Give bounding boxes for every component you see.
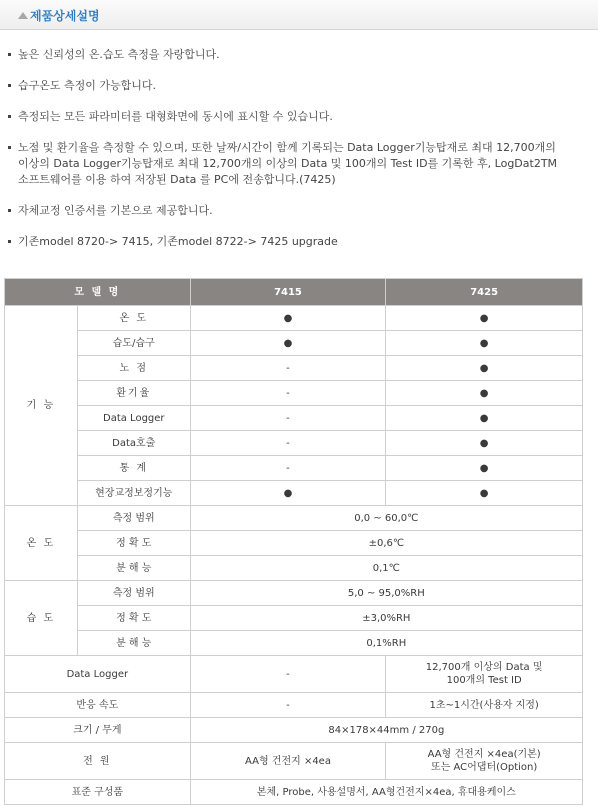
cell-value: -	[190, 656, 386, 693]
cell-value: AA형 건전지 ×4ea	[190, 743, 386, 780]
cell-value: -	[190, 356, 386, 381]
cell-line: 또는 AC어댑터(Option)	[430, 762, 538, 773]
cell-value: ●	[190, 331, 386, 356]
cell-line: AA형 건전지 ×4ea(기본)	[427, 749, 541, 760]
cell-value: 84×178×44mm / 270g	[190, 718, 582, 743]
cell-value	[386, 743, 583, 780]
function-group-label: 기 능	[5, 306, 78, 506]
row-label: 전 원	[5, 743, 191, 780]
bullet-icon	[8, 209, 11, 212]
cell-line: 12,700개 이상의 Data 및	[425, 662, 543, 673]
row-label: 현장교정보정기능	[77, 481, 190, 506]
row-label: 측정 범위	[77, 506, 190, 531]
cell-value: 본체, Probe, 사용설명서, AA형건전지×4ea, 휴대용케이스	[190, 780, 582, 805]
row-label: 크기 / 무게	[5, 718, 191, 743]
model-header: 모 델 명	[5, 279, 191, 306]
row-label: Data Logger	[5, 656, 191, 693]
row-label: 환기율	[77, 381, 190, 406]
section-header	[0, 0, 598, 30]
feature-item: 노점 및 환기율을 측정할 수 있으며, 또한 날짜/시간이 함께 기록되는 Data Logger기능탑재로 최대 12,700개의 이상의 Data Logger기능탑재로 최대 12,700개의 이상의 Data 및 100개의 Test ID를 기록한 후, LogDat2TM소프트웨어를 이용 하여 저장된 Data 를 PC에 전송합니다.(7425)	[8, 140, 588, 188]
col-7425-header: 7425	[386, 279, 583, 306]
row-label: 온 도	[77, 306, 190, 331]
bullet-icon	[8, 53, 11, 56]
cell-value: -	[190, 431, 386, 456]
cell-value: -	[190, 693, 386, 718]
cell-value: ●	[386, 431, 583, 456]
cell-value: ●	[190, 481, 386, 506]
col-7415-header: 7415	[190, 279, 386, 306]
row-label: 분 해 능	[77, 631, 190, 656]
cell-line: 100개의 Test ID	[446, 675, 522, 686]
cell-value: 0,0 ~ 60,0℃	[190, 506, 582, 531]
row-label: Data호출	[77, 431, 190, 456]
cell-value: 5,0 ~ 95,0%RH	[190, 581, 582, 606]
cell-value: ●	[386, 481, 583, 506]
temp-group-label: 온 도	[5, 506, 78, 581]
cell-value	[386, 656, 583, 693]
feature-item: 자체교정 인증서를 기본으로 제공합니다.	[8, 203, 588, 219]
humidity-group-label: 습 도	[5, 581, 78, 656]
bullet-icon	[8, 146, 11, 149]
bullet-icon	[8, 240, 11, 243]
cell-value: ●	[386, 331, 583, 356]
cell-value: -	[190, 406, 386, 431]
spec-table	[4, 278, 583, 805]
feature-item: 습구온도 측정이 가능합니다.	[8, 78, 588, 94]
row-label: 정 확 도	[77, 606, 190, 631]
row-label: 반응 속도	[5, 693, 191, 718]
cell-value: ●	[386, 406, 583, 431]
triangle-bullet-icon	[18, 12, 28, 19]
cell-value: ●	[190, 306, 386, 331]
row-label: 통 계	[77, 456, 190, 481]
cell-value: ±0,6℃	[190, 531, 582, 556]
row-label: 분 해 능	[77, 556, 190, 581]
feature-list	[8, 47, 588, 250]
cell-value: 0,1℃	[190, 556, 582, 581]
cell-value: ●	[386, 381, 583, 406]
cell-value: ●	[386, 456, 583, 481]
row-label: 표준 구성품	[5, 780, 191, 805]
row-label: 정 확 도	[77, 531, 190, 556]
cell-value: -	[190, 456, 386, 481]
feature-item: 기존model 8720-> 7415, 기존model 8722-> 7425 upgrade	[8, 234, 588, 250]
cell-value: 0,1%RH	[190, 631, 582, 656]
cell-value: ●	[386, 356, 583, 381]
cell-value: ●	[386, 306, 583, 331]
bullet-icon	[8, 84, 11, 87]
cell-value: -	[190, 381, 386, 406]
row-label: Data Logger	[77, 406, 190, 431]
bullet-icon	[8, 115, 11, 118]
row-label: 노 점	[77, 356, 190, 381]
cell-value: ±3,0%RH	[190, 606, 582, 631]
row-label: 습도/습구	[77, 331, 190, 356]
section-title: 제품상세설명	[30, 9, 100, 23]
cell-value: 1초~1시간(사용자 지정)	[386, 693, 583, 718]
row-label: 측정 범위	[77, 581, 190, 606]
feature-item: 높은 신뢰성의 온.습도 측정을 자랑합니다.	[8, 47, 588, 63]
feature-item: 측정되는 모든 파라미터를 대형화면에 동시에 표시할 수 있습니다.	[8, 109, 588, 125]
